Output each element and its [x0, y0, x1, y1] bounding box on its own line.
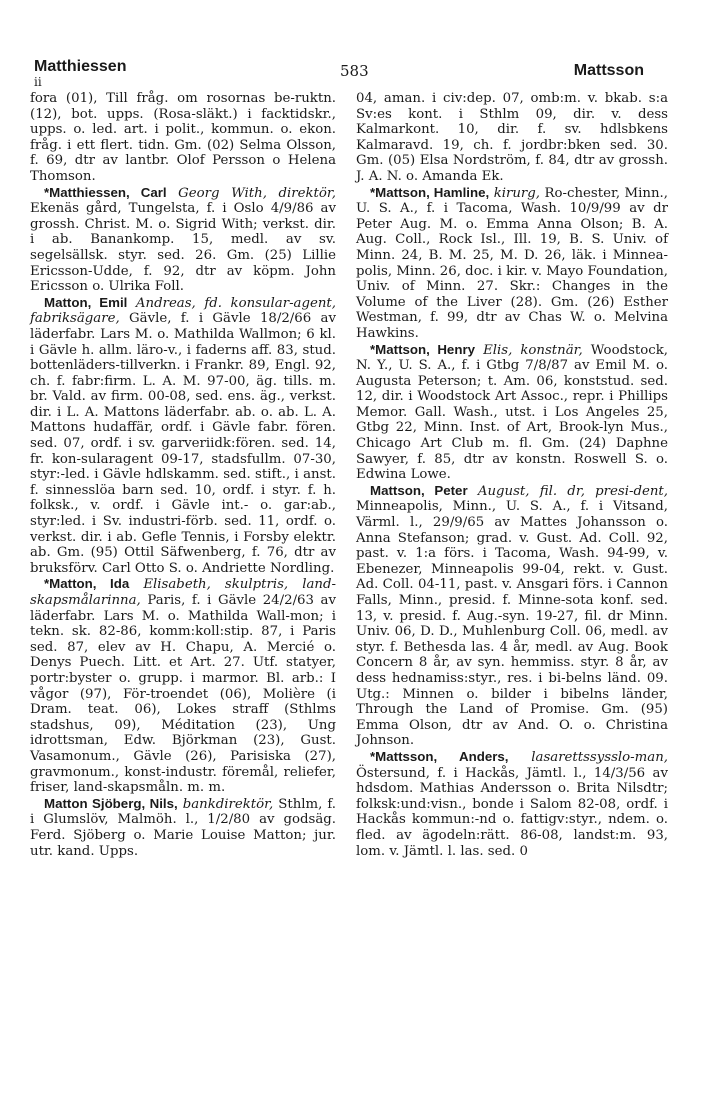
entry-title: Andreas, fd. konsular-agent, fabriksägare,: [30, 295, 337, 327]
left-column: [30, 91, 336, 859]
entry-text: Woodstock, N. Y., U. S. A., f. i Gtbg 7/8/87 av Emil M. o. Augusta Peterson; t. Am. 06, konststud. sed. 12, dir. i Woodstock Art Assoc., repr. i Phillips Memor. Gall. Wash., utst. i Los Angeles 25, Gtbg 22, Minn. Inst. of Art, Brook-lyn Mus., Chicago Art Club m. fl. Gm. (24) Daphne Sawyer, f. 85, dtr av konstn. Roswell S. o. Edwina Lowe.: [356, 342, 668, 483]
entry-text: Östersund, f. i Hackås, Jämtl. l., 14/3/56 av hdsdom. Mathias Andersson o. Brita Nilsdtr; folksk:und:visn., bonde i Salom 82-08, ordf. i Hackås kommun:-nd o. fattigv:styr., ndem. o. fled. av ägodeln:rätt. 86-08, landst:m. 93, lom. v. Jämtl. l. las. sed. 0: [356, 765, 668, 859]
entry-left-1: [30, 185, 336, 295]
page-number: 583: [340, 62, 369, 80]
entry-name: Matton Sjöberg, Nils,: [44, 795, 178, 811]
entry-name: *Mattsson, Anders,: [370, 748, 509, 764]
entry-text: Gävle, f. i Gävle 18/2/66 av läderfabr. Lars M. o. Mathilda Wallmon; 6 kl. i Gävle h. allm. läro-v., i faderns aff. 83, stud. bottenläders-tillverkn. i Frankr. 89, Engl. 92, ch. f. fabr:firm. L. A. M. 97-00, äg. tills. m. br. Vald. av firm. 00-08, sed. ens. äg., verkst. dir. i L. A. Mattons läderfabr. ab. o. ab. L. A. Mattons hudaffär, ordf. i Gävle fabr. fören. sed. 07, ordf. i sv. garveriidk:fören. sed. 14, fr. kon-sularagent 09-17, stadsfullm. 07-30, styr:-led. i Gävle hdlskamm. sed. stift., i anst. f. sinnesslöa barn sed. 10, ordf. i styr. f. h. folksk., v. ordf. i Gävle int.- o. gar:ab., styr:led. i Sv. industri-förb. sed. 11, ordf. o. verkst. dir. i ab. Gefle Tennis, i Forsby elektr. ab. Gm. (95) Ottil Säfwenberg, f. 76, dtr av bruksförv. Carl Otto S. o. Andriette Nordling.: [30, 311, 336, 576]
entry-right-2: [356, 342, 668, 483]
entry-title: lasarettssysslo-man,: [531, 749, 668, 765]
entry-name: *Matthiessen, Carl: [44, 184, 167, 200]
entry-text: fora (01), Till fråg. om rosornas be-ruktn. (12), bot. upps. (Rosa-släkt.) i facktidskr., upps. o. led. art. i polit., kommun. o. ekon. fråg. i ett flert. tidn. Gm. (02) Selma Olsson, f. 69, dtr av lantbr. Olof Persson o Helena Thomson.: [30, 91, 336, 184]
entry-text: Sthlm, f. i Glumslöv, Malmöh. l., 1/2/80 av godsäg. Ferd. Sjöberg o. Marie Louise Matton; jur. utr. kand. Upps.: [30, 796, 336, 859]
entry-title: Elisabeth, skulptris, land-skapsmålarinna,: [30, 577, 336, 608]
entry-title: Elis, konstnär,: [483, 342, 583, 358]
entry-name: *Matton, Ida: [44, 576, 130, 592]
entry-right-3: [356, 483, 668, 749]
entry-text: Ekenäs gård, Tungelsta, f. i Oslo 4/9/86 av grossh. Christ. M. o. Sigrid With; verkst. dir. i ab. Banankomp. 15, medl. av sv. segelsällsk. styr. sed. 26. Gm. (25) Lillie Ericsson-Udde, f. 92, dtr av köpm. John Ericsson o. Ulrika Foll.: [30, 201, 336, 295]
header-left-sub: ii: [34, 75, 42, 89]
page-header: [34, 58, 644, 90]
header-right-name: Mattsson: [573, 62, 644, 79]
entry-text: Paris, f. i Gävle 24/2/63 av läderfabr. Lars M. o. Mathilda Wall-mon; i tekn. sk. 82-86, komm:koll:stip. 87, i Paris sed. 87, elev av H. Chapu, A. Mercié o. Denys Puech. Litt. et Art. 27. Utf. statyer, portr:byster o. grupp. i marmor. Bl. arb.: I vågor (97), För-troendet (06), Molière (i Dram. teat. 06), Lokes straff (Sthlms stadshus, 09), Méditation (23), Ung idrottsman, Edw. Björkman (23), Gust. Vasamonum., Gävle (26), Parisiska (27), gravmonum., konst-industr. föremål, reliefer, friser, land-skapsmåln. m. m.: [30, 593, 336, 796]
entry-title: kirurg,: [493, 185, 541, 201]
header-left-name: Matthiessen: [34, 58, 127, 75]
entry-name: Mattson, Peter: [370, 482, 468, 498]
entry-left-2: [30, 295, 336, 577]
entry-left-4: [30, 796, 336, 859]
entry-title: bankdirektör,: [182, 796, 274, 812]
entry-right-4: [356, 749, 668, 859]
entry-right-1: [356, 185, 668, 342]
entry-title: August, fil. dr, presi-dent,: [477, 483, 668, 499]
entry-name: Matton, Emil: [44, 294, 128, 310]
entry-right-0: [356, 91, 668, 185]
entry-title: Georg With, direktör,: [178, 185, 336, 201]
entry-text: Ro-chester, Minn., U. S. A., f. i Tacoma, Wash. 10/9/99 av dr Peter Aug. M. o. Emma Anna Olson; B. A. Aug. Coll., Rock Isl., Ill. 19, B. S. Univ. of Minn. 24, B. M. 25, M. D. 26, läk. i Minnea-polis, Minn. 26, doc. i kir. v. Mayo Foundation, Univ. of Minn. 27. Skr.: Changes in the Volume of the Liver (28). Gm. (26) Esther Westman, f. 99, dtr av Chas W. o. Melvina Hawkins.: [356, 185, 668, 341]
entry-name: *Mattson, Henry: [370, 341, 476, 357]
entry-name: *Mattson, Hamline,: [370, 184, 490, 200]
entry-text: 04, aman. i civ:dep. 07, omb:m. v. bkab. s:a Sv:es kont. i Sthlm 09, dir. v. dess Kalmarkont. 10, dir. f. sv. hdlsbkens Kalmaravd. 19, ch. f. jordbr:bken sed. 30. Gm. (05) Elsa Nordström, f. 84, dtr av grossh. J. A. N. o. Amanda Ek.: [356, 91, 668, 184]
entry-left-0: [30, 91, 336, 185]
entry-text: Minneapolis, Minn., U. S. A., f. i Vitsand, Värml. l., 29/9/65 av Mattes Johansson o. Anna Stefanson; grad. v. Gust. Ad. Coll. 92, past. v. 1:a förs. i Tacoma, Wash. 94-99, v. Ebenezer, Minneapolis 99-04, rekt. v. Gust. Ad. Coll. 04-11, past. v. Ansgari förs. i Cannon Falls, Minn., presid. f. Minne-sota konf. sed. 13, v. presid. f. Aug.-syn. 19-27, fil. dr Minn. Univ. 06, D. D., Muhlenburg Coll. 06, medl. av styr. f. Bethesda las. 4 år, medl. av Aug. Book Concern 8 år, av syn. hemmiss. styr. 8 år, av dess hednamiss:styr., res. i bi-belns länd. 09. Utg.: Minnen o. bilder i bibelns länder, Through the Land of Promise. Gm. (95) Emma Olson, dtr av And. O. o. Christina Johnson.: [356, 499, 668, 749]
right-column: [356, 91, 668, 859]
entry-left-3: [30, 576, 336, 795]
